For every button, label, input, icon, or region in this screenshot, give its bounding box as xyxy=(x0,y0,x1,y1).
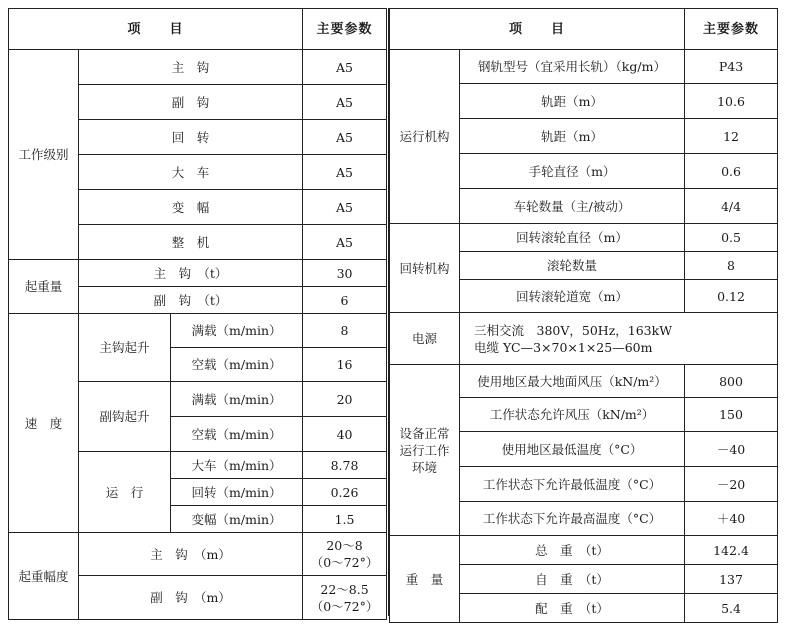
main-hoist-label: 主钩起升 xyxy=(79,314,171,382)
speed-row-value: 40 xyxy=(303,417,387,452)
work-class-row-value: A5 xyxy=(303,190,387,225)
weight-row-name: 配 重 （t） xyxy=(460,594,685,623)
weight-row-name: 总 重 （t） xyxy=(460,536,685,565)
travel-mech-row-name: 轨距（m） xyxy=(460,84,685,119)
radius-row-value xyxy=(303,576,387,620)
slew-mech-label: 回转机构 xyxy=(390,224,460,313)
speed-row-name: 回转（m/min） xyxy=(171,479,303,506)
environment-row-name: 使用地区最低温度（°C） xyxy=(460,432,685,467)
speed-row-name: 变幅（m/min） xyxy=(171,506,303,533)
environment-row-name: 工作状态下允许最高温度（°C） xyxy=(460,502,685,536)
work-class-row-value: A5 xyxy=(303,225,387,260)
left-spec-table xyxy=(8,8,387,620)
radius-value-range: 22～8.5 xyxy=(320,581,369,597)
travel-mech-row-value: 4/4 xyxy=(685,189,778,224)
work-class-label: 工作级别 xyxy=(9,50,79,260)
radius-value-range: 20～8 xyxy=(326,538,363,553)
slew-mech-row-name: 回转滚轮直径（m） xyxy=(460,224,685,252)
weight-row-name: 自 重 （t） xyxy=(460,565,685,594)
speed-row-name: 满载（m/min） xyxy=(171,314,303,348)
travel-mech-row-name: 轨距（m） xyxy=(460,119,685,154)
speed-row-name: 满载（m/min） xyxy=(171,382,303,417)
slew-mech-row-value: 0.5 xyxy=(685,224,778,252)
environment-row-value: 150 xyxy=(685,398,778,432)
aux-hoist-label: 副钩起升 xyxy=(79,382,171,452)
speed-row-value: 8 xyxy=(303,314,387,348)
travel-mech-row-value: 12 xyxy=(685,119,778,154)
work-class-row-name: 主 钩 xyxy=(79,50,303,85)
slew-mech-row-name: 回转滚轮道宽（m） xyxy=(460,280,685,313)
slew-mech-row-value: 0.12 xyxy=(685,280,778,313)
lift-capacity-row-value: 30 xyxy=(303,260,387,287)
param-header: 主要参数 xyxy=(685,9,778,50)
speed-row-name: 空载（m/min） xyxy=(171,348,303,382)
item-header: 项 目 xyxy=(9,9,303,50)
environment-row-value: －20 xyxy=(685,467,778,502)
environment-row-name: 使用地区最大地面风压（kN/m²） xyxy=(460,365,685,398)
spec-sheet xyxy=(8,8,777,616)
right-spec-table xyxy=(389,8,778,623)
power-spec-line: 三相交流 380V，50Hz，163kW xyxy=(474,322,673,338)
environment-row-value: ＋40 xyxy=(685,502,778,536)
radius-label: 起重幅度 xyxy=(9,533,79,620)
slew-mech-row-name: 滚轮数量 xyxy=(460,252,685,280)
speed-row-value: 16 xyxy=(303,348,387,382)
work-class-row-name: 副 钩 xyxy=(79,85,303,120)
speed-row-value: 1.5 xyxy=(303,506,387,533)
speed-row-name: 大车（m/min） xyxy=(171,452,303,479)
work-class-row-value: A5 xyxy=(303,120,387,155)
travel-label: 运 行 xyxy=(79,452,171,533)
weight-row-value: 5.4 xyxy=(685,594,778,623)
radius-value-angle: （0～72°） xyxy=(310,598,379,614)
weight-label: 重 量 xyxy=(390,536,460,623)
speed-row-name: 空载（m/min） xyxy=(171,417,303,452)
travel-mech-row-name: 手轮直径（m） xyxy=(460,154,685,189)
work-class-row-name: 回 转 xyxy=(79,120,303,155)
work-class-row-name: 整 机 xyxy=(79,225,303,260)
power-cable-line: 电缆 YC—3×70×1×25—60m xyxy=(474,339,653,355)
radius-value-angle: （0～72°） xyxy=(310,555,379,570)
lift-capacity-row-name: 主 钩 （t） xyxy=(79,260,303,287)
speed-row-value: 8.78 xyxy=(303,452,387,479)
radius-row-name: 主 钩 （m） xyxy=(79,533,303,576)
work-class-row-value: A5 xyxy=(303,85,387,120)
environment-row-value: －40 xyxy=(685,432,778,467)
lift-capacity-row-name: 副 钩 （t） xyxy=(79,287,303,314)
slew-mech-row-value: 8 xyxy=(685,252,778,280)
travel-mech-row-value: 10.6 xyxy=(685,84,778,119)
work-class-row-name: 大 车 xyxy=(79,155,303,190)
speed-row-value: 20 xyxy=(303,382,387,417)
weight-row-value: 142.4 xyxy=(685,536,778,565)
environment-row-name: 工作状态允许风压（kN/m²） xyxy=(460,398,685,432)
environment-row-name: 工作状态下允许最低温度（°C） xyxy=(460,467,685,502)
travel-mech-label: 运行机构 xyxy=(390,50,460,224)
power-spec xyxy=(460,313,778,365)
travel-mech-row-name: 钢轨型号（宜采用长轨）（kg/m） xyxy=(460,50,685,84)
work-class-row-name: 变 幅 xyxy=(79,190,303,225)
lift-capacity-label: 起重量 xyxy=(9,260,79,314)
radius-row-name: 副 钩 （m） xyxy=(79,576,303,620)
speed-row-value: 0.26 xyxy=(303,479,387,506)
item-header: 项 目 xyxy=(390,9,685,50)
travel-mech-row-value: 0.6 xyxy=(685,154,778,189)
work-class-row-value: A5 xyxy=(303,155,387,190)
travel-mech-row-name: 车轮数量（主/被动） xyxy=(460,189,685,224)
environment-row-value: 800 xyxy=(685,365,778,398)
param-header: 主要参数 xyxy=(303,9,387,50)
environment-label: 设备正常运行工作环境 xyxy=(390,365,460,536)
speed-label: 速 度 xyxy=(9,314,79,533)
work-class-row-value: A5 xyxy=(303,50,387,85)
lift-capacity-row-value: 6 xyxy=(303,287,387,314)
travel-mech-row-value: P43 xyxy=(685,50,778,84)
weight-row-value: 137 xyxy=(685,565,778,594)
radius-row-value xyxy=(303,533,387,576)
power-label: 电源 xyxy=(390,313,460,365)
